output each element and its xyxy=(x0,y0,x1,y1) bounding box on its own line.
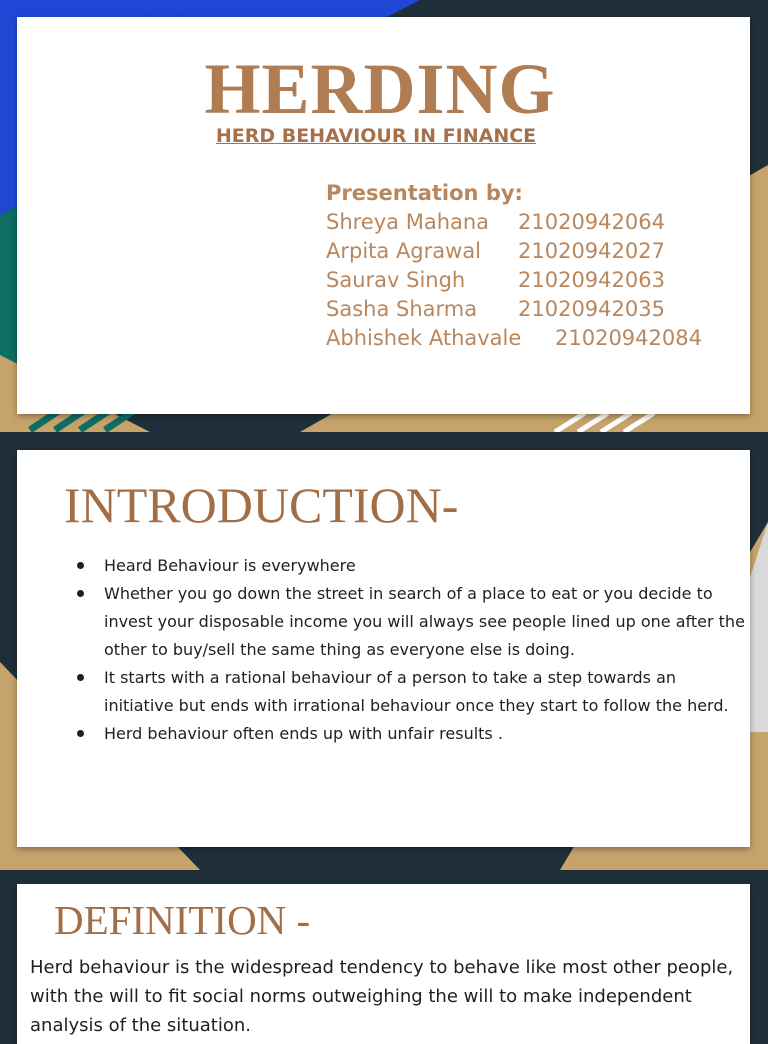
definition-slide xyxy=(0,870,768,1036)
definition-card xyxy=(17,884,750,1044)
member-id: 21020942084 xyxy=(555,326,702,350)
member-name: Shreya Mahana xyxy=(326,210,490,234)
bullet-icon xyxy=(77,674,84,681)
member-id: 21020942064 xyxy=(518,210,665,234)
member-name: Arpita Agrawal xyxy=(326,239,482,263)
member-id: 21020942063 xyxy=(518,268,665,292)
introduction-list xyxy=(77,552,745,748)
page-title: HERDING xyxy=(204,49,556,129)
bullet-icon xyxy=(77,730,84,737)
list-item: Herd behaviour often ends up with unfair results . xyxy=(77,720,745,748)
member-name: Saurav Singh xyxy=(326,268,466,292)
member-id: 21020942035 xyxy=(518,297,665,321)
member-row xyxy=(326,237,702,266)
member-id: 21020942027 xyxy=(518,239,665,263)
introduction-slide xyxy=(0,432,768,870)
introduction-title: INTRODUCTION- xyxy=(64,477,459,533)
member-name: Abhishek Athavale xyxy=(326,326,522,350)
member-row xyxy=(326,266,702,295)
title-slide xyxy=(0,0,768,432)
member-name: Sasha Sharma xyxy=(326,297,478,321)
definition-title: DEFINITION - xyxy=(54,897,311,943)
introduction-card xyxy=(17,450,750,847)
subtitle: HERD BEHAVIOUR IN FINANCE xyxy=(215,125,537,147)
bullet-icon xyxy=(77,562,84,569)
member-row xyxy=(326,295,702,324)
bullet-icon xyxy=(77,590,84,597)
presentation-label: Presentation by: xyxy=(326,181,523,205)
presenters-block xyxy=(326,179,702,353)
list-item: It starts with a rational behaviour of a person to take a step towards an initiative but ends with irrational behaviour once they start to follow the herd. xyxy=(77,664,745,720)
member-row xyxy=(326,208,702,237)
list-item: Heard Behaviour is everywhere xyxy=(77,552,745,580)
definition-text: Herd behaviour is the widespread tendency to behave like most other people, with the will to fit social norms outweighing the will to make independent analysis of the situation. xyxy=(30,957,734,1036)
member-row xyxy=(326,324,702,353)
list-item: Whether you go down the street in search of a place to eat or you decide to invest your disposable income you will always see people lined up one after the other to buy/sell the same thing as everyone else is doing. xyxy=(77,580,745,664)
